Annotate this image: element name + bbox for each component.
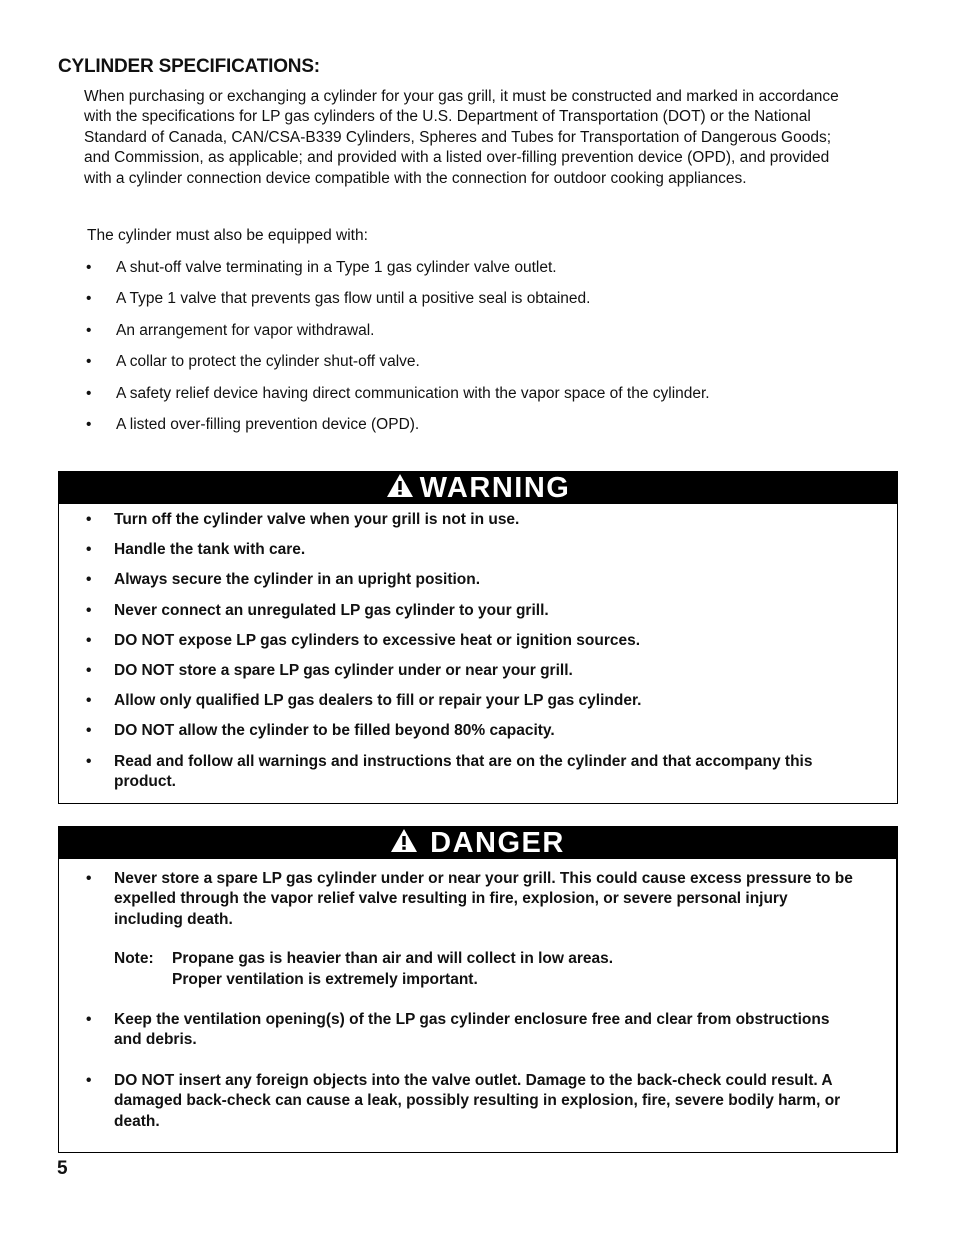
list-item (86, 721, 846, 741)
list-item (86, 631, 846, 651)
list-item (86, 352, 846, 383)
danger-header (59, 827, 896, 859)
note-text (172, 949, 613, 990)
bullet-icon: • (86, 415, 92, 433)
danger-list (86, 869, 856, 1132)
list-item-text: DO NOT expose LP gas cylinders to excessive heat or ignition sources. (114, 631, 641, 649)
list-item (86, 570, 846, 590)
list-item-text: A listed over-filling prevention device (OPD). (116, 415, 420, 433)
list-item-text: An arrangement for vapor withdrawal. (116, 321, 375, 339)
list-item-text: Always secure the cylinder in an upright position. (114, 571, 481, 589)
bullet-icon: • (86, 601, 92, 619)
list-item (86, 384, 846, 415)
list-item (86, 869, 856, 990)
list-item (86, 1071, 856, 1132)
danger-box (58, 826, 898, 1153)
note-line: Proper ventilation is extremely important. (172, 970, 478, 988)
bullet-icon: • (86, 571, 92, 589)
bullet-icon: • (86, 541, 92, 559)
list-item-text: Handle the tank with care. (114, 541, 306, 559)
list-item (86, 691, 846, 711)
list-item (86, 1010, 856, 1051)
list-item-text: A collar to protect the cylinder shut-off valve. (116, 353, 420, 371)
bullet-icon: • (86, 752, 92, 770)
list-item-text: DO NOT allow the cylinder to be filled beyond 80% capacity. (114, 722, 555, 740)
list-item (86, 661, 846, 681)
bullet-icon: • (86, 1011, 92, 1029)
list-item (86, 601, 846, 621)
equipment-list (86, 258, 846, 446)
warning-list (86, 510, 846, 802)
list-item-text: Allow only qualified LP gas dealers to fill or repair your LP gas cylinder. (114, 692, 642, 710)
list-item (86, 321, 846, 352)
bullet-icon: • (86, 259, 92, 276)
danger-title: DANGER (430, 826, 565, 859)
warning-title: WARNING (419, 471, 571, 504)
list-item-text: Turn off the cylinder valve when your grill is not in use. (114, 511, 520, 528)
bullet-icon: • (86, 511, 92, 528)
bullet-icon: • (86, 662, 92, 680)
intro-paragraph: When purchasing or exchanging a cylinder for your gas grill, it must be constructed and marked in accordance with the specifications for LP gas cylinders of the U.S. Department of Transportation (DOT) or the National Standard of Canada, CAN/CSA-B339 Cylinders, Spheres and Tubes for Transportation of Dangerous Goods; and Commission, as applicable; and provided with a listed over-filling prevention device (OPD), and provided with a cylinder connection device compatible with the connection for outdoor cooking appliances. (84, 88, 839, 187)
list-item (86, 258, 846, 289)
list-item-text: Never connect an unregulated LP gas cylinder to your grill. (114, 601, 549, 619)
page-number: 5 (57, 1158, 68, 1179)
list-item (86, 540, 846, 560)
note (114, 949, 856, 990)
equipment-lead-text: The cylinder must also be equipped with: (87, 227, 368, 244)
list-item-text: Read and follow all warnings and instructions that are on the cylinder and that accompany this product. (114, 752, 813, 791)
bullet-icon: • (86, 1071, 92, 1089)
list-item-text: Keep the ventilation opening(s) of the LP gas cylinder enclosure free and clear from obstructions and debris. (114, 1011, 830, 1049)
alert-triangle-icon (386, 473, 414, 506)
bullet-icon: • (86, 631, 92, 649)
alert-triangle-icon (390, 828, 418, 861)
list-item (86, 752, 846, 793)
bullet-icon: • (86, 384, 92, 402)
note-label: Note: (114, 950, 154, 968)
bullet-icon: • (86, 870, 92, 887)
list-item-text: A safety relief device having direct communication with the vapor space of the cylinder. (116, 384, 710, 402)
list-item-text: Never store a spare LP gas cylinder under or near your grill. This could cause excess pressure to be expelled through the vapor relief valve resulting in fire, explosion, or severe personal injury including death. (114, 870, 853, 928)
bullet-icon: • (86, 722, 92, 740)
list-item-text: DO NOT insert any foreign objects into the valve outlet. Damage to the back-check could result. A damaged back-check can cause a leak, possibly resulting in explosion, fire, severe bodily harm, or death. (114, 1071, 841, 1130)
note-line: Propane gas is heavier than air and will collect in low areas. (172, 950, 614, 968)
list-item (86, 289, 846, 320)
section-title: CYLINDER SPECIFICATIONS: (58, 56, 320, 77)
list-item-text: A Type 1 valve that prevents gas flow until a positive seal is obtained. (116, 290, 591, 308)
bullet-icon: • (86, 321, 92, 339)
bullet-icon: • (86, 692, 92, 710)
warning-header (59, 472, 897, 504)
list-item (86, 415, 846, 446)
bullet-icon: • (86, 290, 92, 308)
list-item (86, 510, 846, 530)
warning-box (58, 471, 898, 804)
list-item-text: A shut-off valve terminating in a Type 1 gas cylinder valve outlet. (116, 259, 557, 276)
bullet-icon: • (86, 353, 92, 371)
list-item-text: DO NOT store a spare LP gas cylinder under or near your grill. (114, 662, 573, 680)
